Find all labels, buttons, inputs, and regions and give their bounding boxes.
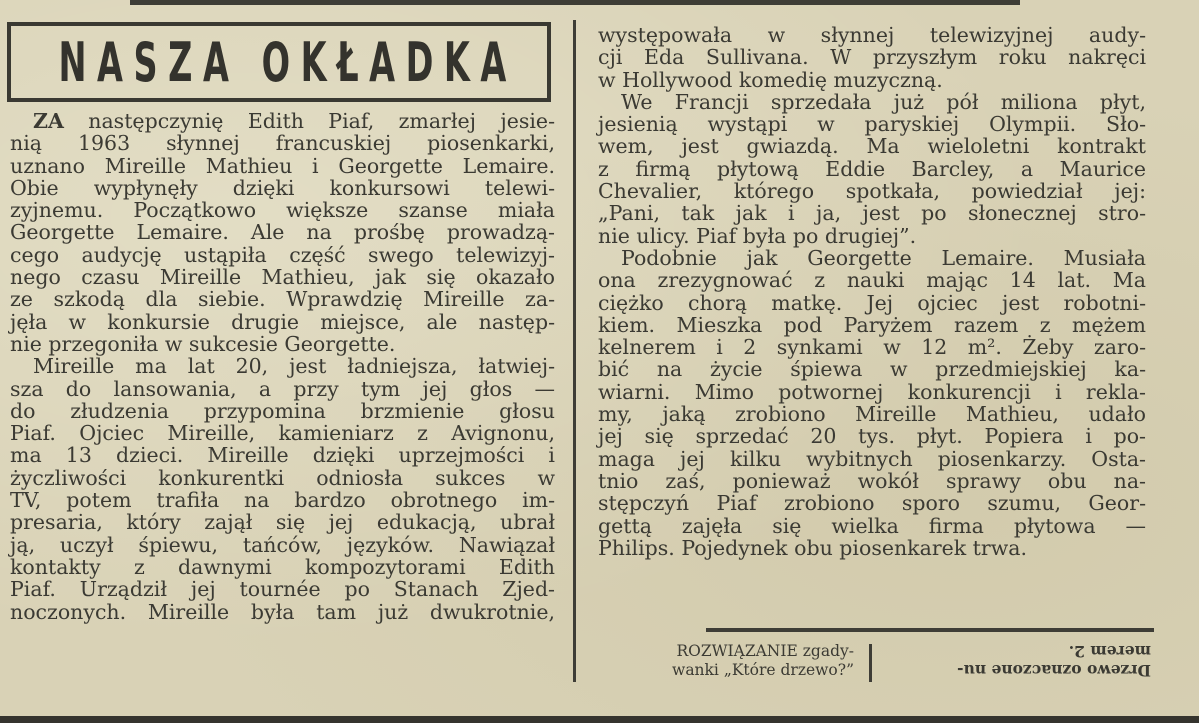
- article-line: nie przegoniła w sukcesie Georgette.: [10, 331, 396, 356]
- article-line: Philips. Pojedynek obu piosenkarek trwa.: [598, 535, 1028, 560]
- article-line: We Francji sprzedała już pół miliona płyt,: [621, 89, 1146, 114]
- article-line: Obie wypłynęły dzięki konkursowi telewi-: [10, 175, 555, 200]
- article-line: kiem. Mieszka pod Paryżem razem z mężem: [598, 312, 1146, 337]
- article-line: jesienią wystąpi w paryskiej Olympii. Sło-: [598, 112, 1146, 137]
- article-line: cego audycję ustąpiła część swego telewizyj-: [10, 242, 555, 267]
- article-line: cji Eda Sullivana. W przyszłym roku nakręci: [598, 45, 1146, 70]
- article-line: presaria, który zajął się jej edukacją, ubrał: [10, 510, 555, 535]
- article-line: nie ulicy. Piaf była po drugiej”.: [598, 223, 917, 248]
- puzzle-answer-upside-down: [893, 642, 1151, 680]
- article-line: ma 13 dzieci. Mireille dzięki uprzejmości i: [10, 443, 555, 468]
- article-line: ona zrezygnować z nauki mając 14 lat. Ma: [598, 268, 1146, 293]
- headline-title: NASZA OKŁADKA: [58, 30, 517, 94]
- bottom-rule: [0, 716, 1199, 723]
- article-line: wiarni. Mimo potwornej konkurencji i rekla-: [598, 379, 1146, 404]
- article-line: Chevalier, którego spotkała, powiedział jej:: [598, 179, 1146, 204]
- article-line: w Hollywood komedię muzyczną.: [598, 67, 943, 92]
- column-divider: [573, 20, 576, 682]
- article-line: tnio zaś, ponieważ wokół sprawy obu na-: [598, 468, 1146, 493]
- article-line: uznano Mireille Mathieu i Georgette Lemaire.: [10, 153, 555, 178]
- article-right-column: [598, 24, 1146, 559]
- puzzle-answer-line: Drzewo oznaczone nu-: [957, 661, 1151, 680]
- puzzle-label-line: wanki „Które drzewo?”: [672, 661, 854, 679]
- article-line: życzliwości konkurentki odniosła sukces w: [10, 465, 555, 490]
- puzzle-answer-label: [609, 642, 854, 680]
- article-line: kontakty z dawnymi kompozytorami Edith: [10, 554, 555, 579]
- top-rule: [130, 0, 1020, 5]
- article-line: ze szkodą dla siebie. Wprawdzię Mireille za-: [10, 287, 555, 312]
- article-line: wem, jest gwiazdą. Ma wieloletni kontrakt: [598, 134, 1146, 159]
- article-line: „Pani, tak jak i ja, jest po słonecznej stro-: [598, 201, 1146, 226]
- article-line: Piaf. Urządził jej tournée po Stanach Zjed-: [10, 577, 555, 602]
- article-line: ZA następczynię Edith Piaf, zmarłej jesie-: [33, 109, 555, 133]
- article-line: nego czasu Mireille Mathieu, jak się okazało: [10, 265, 555, 290]
- article-line: występowała w słynnej telewizyjnej audy-: [598, 23, 1146, 47]
- article-line: maga jej kilku wybitnych piosenkarzy. Osta-: [598, 446, 1146, 471]
- lead-word: ZA: [33, 109, 64, 133]
- article-line: z firmą płytową Eddie Barcley, a Maurice: [598, 156, 1146, 181]
- article-line: ją, uczył śpiewu, tańców, języków. Nawiązał: [10, 532, 555, 557]
- article-line: Piaf. Ojciec Mireille, kamieniarz z Avignonu,: [10, 421, 555, 446]
- article-line: do złudzenia przypomina brzmienie głosu: [10, 398, 555, 423]
- article-line: sza do lansowania, a przy tym jej głos —: [10, 376, 555, 401]
- article-line: noczonych. Mireille była tam już dwukrotnie,: [10, 599, 555, 624]
- headline-box: [7, 22, 551, 102]
- article-line: kelnerem i 2 synkami w 12 m². Żeby zaro-: [598, 335, 1146, 360]
- article-line: Mireille ma lat 20, jest ładniejsza, łatwiej-: [33, 354, 555, 379]
- article-line: my, jaką zrobiono Mireille Mathieu, udało: [598, 402, 1146, 427]
- puzzle-answer-line: merem 2.: [1068, 642, 1151, 661]
- article-line: nią 1963 słynnej francuskiej piosenkarki,: [10, 131, 555, 156]
- puzzle-label-line: ROZWIĄZANIE zgady-: [676, 642, 854, 660]
- puzzle-rule: [706, 628, 1154, 632]
- article-line: ciężko chorą matkę. Jej ojciec jest robotni-: [598, 290, 1146, 315]
- article-line: Georgette Lemaire. Ale na prośbę prowadzą-: [10, 220, 555, 245]
- puzzle-separator: [869, 644, 872, 682]
- article-line: zyjnemu. Początkowo większe szanse miała: [10, 198, 555, 223]
- article-left-column: [10, 110, 555, 623]
- article-line: jej się sprzedać 20 tys. płyt. Popiera i po-: [598, 424, 1146, 449]
- article-line: jęła w konkursie drugie miejsce, ale następ-: [10, 309, 555, 334]
- article-line: bić na życie śpiewa w przedmiejskiej ka-: [598, 357, 1146, 382]
- article-line: stępczyń Piaf zrobiono sporo szumu, Geor-: [598, 491, 1146, 516]
- article-line: Podobnie jak Georgette Lemaire. Musiała: [621, 245, 1146, 270]
- article-line: TV, potem trafiła na bardzo obrotnego im-: [10, 488, 555, 513]
- article-line: gettą zajęła się wielka firma płytowa —: [598, 513, 1146, 538]
